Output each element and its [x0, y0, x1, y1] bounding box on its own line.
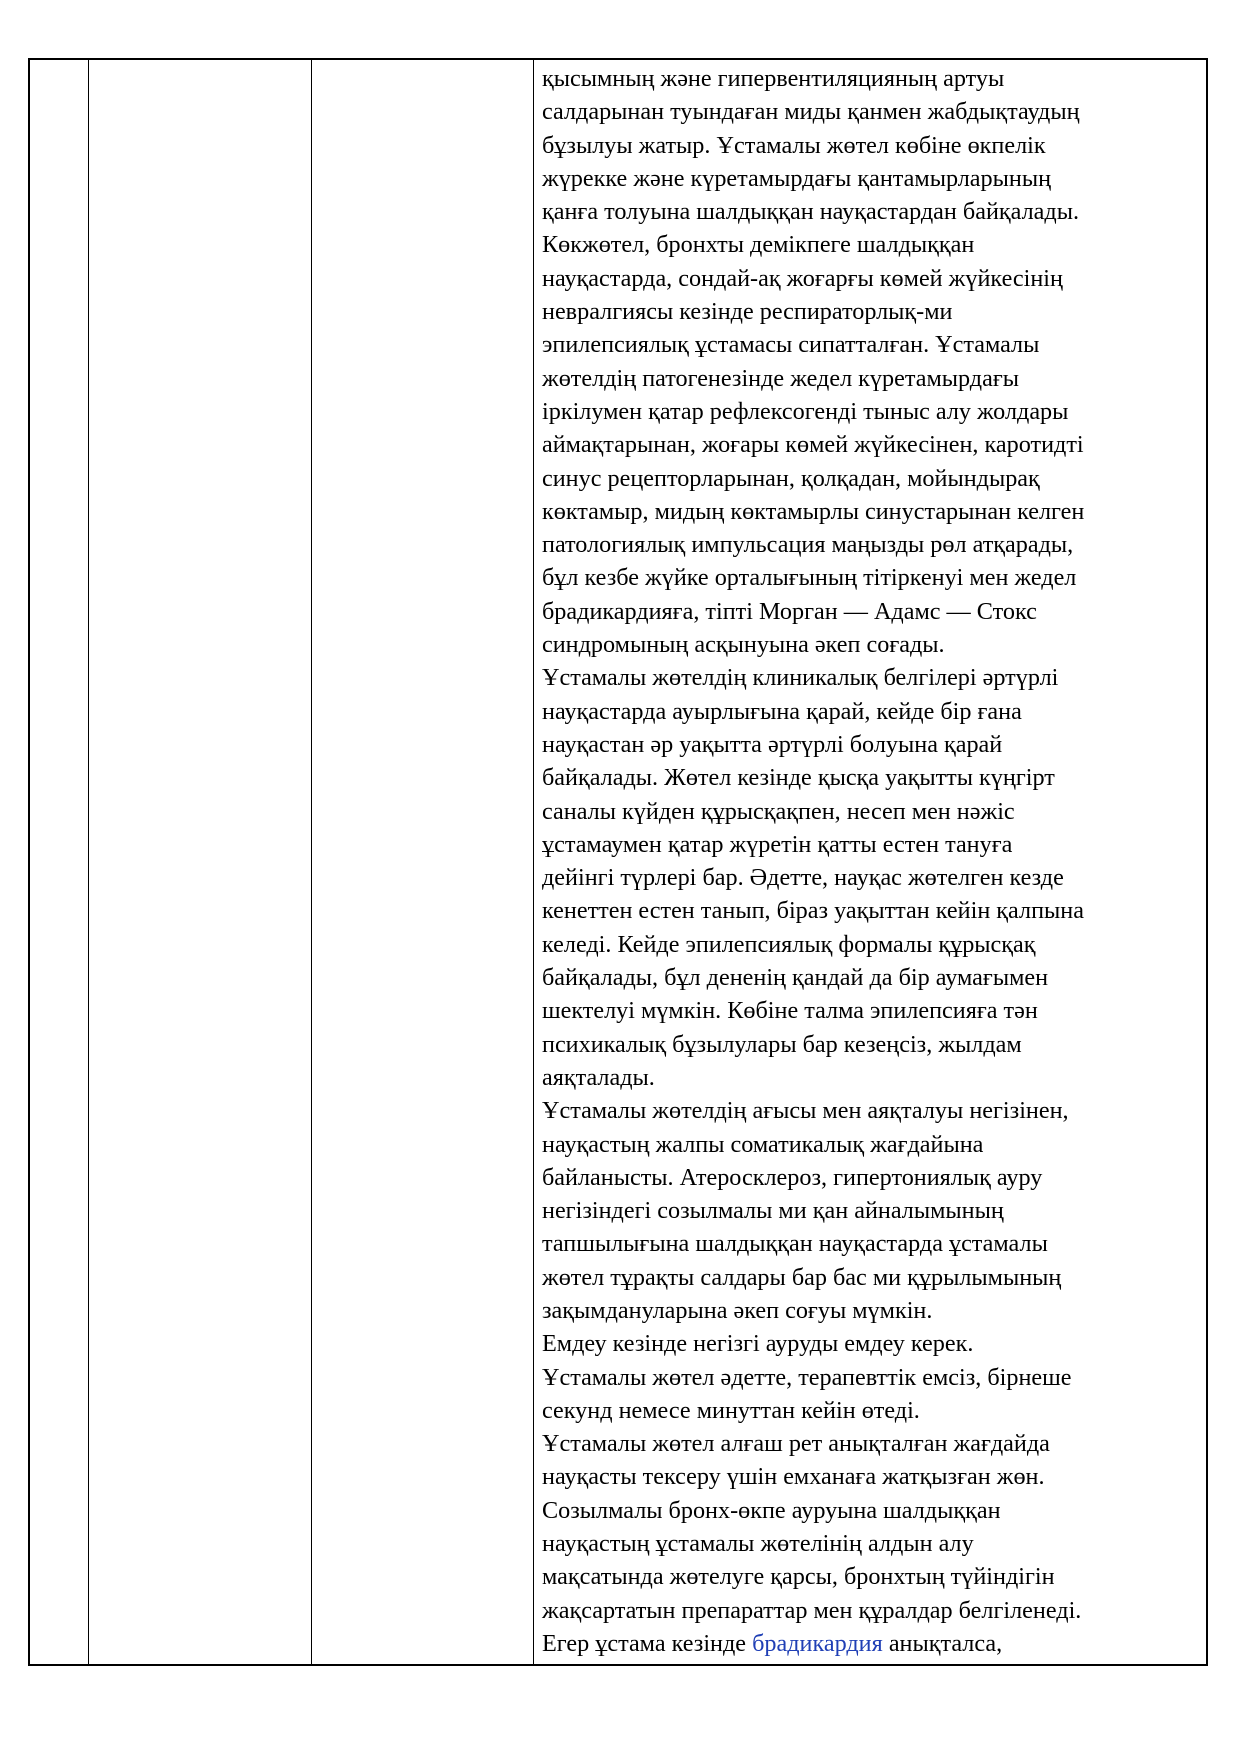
text-line: ұстамаумен қатар жүретін қатты естен тануға	[542, 830, 1013, 858]
text-line: Ұстамалы жөтелдің клиникалық белгілері әртүрлі	[542, 664, 1059, 692]
text-line: синус рецепторларынан, қолқадан, мойындырақ	[542, 464, 1040, 492]
text-line: салдарынан туындаған миды қанмен жабдықтаудың	[542, 98, 1080, 126]
text-line: бұзылуы жатыр. Ұстамалы жөтел көбіне өкпелік	[542, 131, 1046, 159]
text-line: байқалады. Жөтел кезінде қысқа уақытты күңгірт	[542, 764, 1055, 792]
text-line: көктамыр, мидың көктамырлы синустарынан келген	[542, 497, 1085, 525]
text-line: мақсатында жөтелуге қарсы, бронхтың түйіндігін	[542, 1563, 1055, 1591]
last-line-after-text: анықталса,	[882, 1629, 1003, 1657]
text-line: секунд немесе минуттан кейін өтеді.	[542, 1396, 920, 1424]
text-line: байланысты. Атеросклероз, гипертониялық ауру	[542, 1163, 1043, 1191]
text-line: тапшылығына шалдыққан науқастарда ұстамалы	[542, 1230, 1048, 1258]
text-line: байқалады, бұл дененің қандай да бір аумағымен	[542, 964, 1049, 992]
text-line: науқастарда, сондай-ақ жоғарғы көмей жүйкесінің	[542, 264, 1063, 292]
text-line: синдромының асқынуына әкеп соғады.	[542, 631, 945, 659]
text-line: Созылмалы бронх-өкпе ауруына шалдыққан	[542, 1496, 1001, 1524]
text-line: негізіндегі созылмалы ми қан айналымының	[542, 1197, 1004, 1225]
text-line: жүрекке және күретамырдағы қантамырларының	[542, 164, 1052, 192]
text-line: науқастан әр уақытта әртүрлі болуына қарай	[542, 730, 1003, 758]
text-line: брадикардияға, тіпті Морган — Адамс — Стокс	[542, 597, 1037, 625]
text-line: Ұстамалы жөтел әдетте, терапевттік емсіз, бірнеше	[542, 1363, 1072, 1391]
text-line: науқастарда ауырлығына қарай, кейде бір ғана	[542, 697, 1022, 725]
column-divider-2	[311, 60, 312, 1664]
text-line: Көкжөтел, бронхты демікпеге шалдыққан	[542, 231, 975, 259]
bradycardia-link[interactable]: брадикардия	[752, 1629, 883, 1657]
last-text-line	[542, 1627, 1208, 1660]
document-table	[28, 58, 1208, 1666]
text-line: шектелуі мүмкін. Көбіне талма эпилепсияға тән	[542, 997, 1038, 1025]
text-content-cell	[542, 62, 1208, 1660]
text-line: қысымның және гипервентиляцияның артуы	[542, 65, 1005, 92]
text-line: келеді. Кейде эпилепсиялық формалы құрысқақ	[542, 930, 1036, 958]
text-line: патологиялық импульсация маңызды рөл атқарады,	[542, 531, 1074, 559]
text-line: жөтел тұрақты салдары бар бас ми құрылымының	[542, 1263, 1062, 1291]
text-line: аяқталады.	[542, 1063, 655, 1091]
text-line: кенеттен естен танып, біраз уақыттан кейін қалпына	[542, 897, 1084, 925]
text-line: невралгиясы кезінде респираторлық-ми	[542, 298, 953, 326]
text-line: науқастың жалпы соматикалық жағдайына	[542, 1130, 984, 1158]
column-divider-1	[88, 60, 89, 1664]
text-line: қанға толуына шалдыққан науқастардан байқалады.	[542, 198, 1080, 226]
text-line: дейінгі түрлері бар. Әдетте, науқас жөтелген кезде	[542, 864, 1064, 892]
text-line: Ұстамалы жөтел алғаш рет анықталған жағдайда	[542, 1430, 1050, 1458]
text-line: Емдеу кезінде негізгі ауруды емдеу керек.	[542, 1330, 974, 1358]
last-line-before-text: Егер ұстама кезінде	[542, 1629, 753, 1657]
text-line: аймақтарынан, жоғары көмей жүйкесінен, каротидті	[542, 431, 1084, 459]
text-line: іркілумен қатар рефлексогенді тыныс алу жолдары	[542, 397, 1069, 425]
text-line: саналы күйден құрысқақпен, несеп мен нәжіс	[542, 797, 1015, 825]
text-line: бұл кезбе жүйке орталығының тітіркенуі мен жедел	[542, 564, 1077, 592]
text-line: жөтелдің патогенезінде жедел күретамырдағы	[542, 364, 1020, 392]
text-line: науқастың ұстамалы жөтелінің алдын алу	[542, 1530, 974, 1558]
text-line: Ұстамалы жөтелдің ағысы мен аяқталуы негізінен,	[542, 1097, 1069, 1125]
text-line: науқасты тексеру үшін емханаға жатқызған жөн.	[542, 1463, 1045, 1491]
text-line: жақсартатын препараттар мен құралдар белгіленеді.	[542, 1596, 1082, 1624]
text-line: зақымдануларына әкеп соғуы мүмкін.	[542, 1296, 933, 1324]
text-line: психикалық бұзылулары бар кезеңсіз, жылдам	[542, 1030, 1022, 1058]
column-divider-3	[533, 60, 534, 1664]
text-line: эпилепсиялық ұстамасы сипатталған. Ұстамалы	[542, 331, 1040, 359]
